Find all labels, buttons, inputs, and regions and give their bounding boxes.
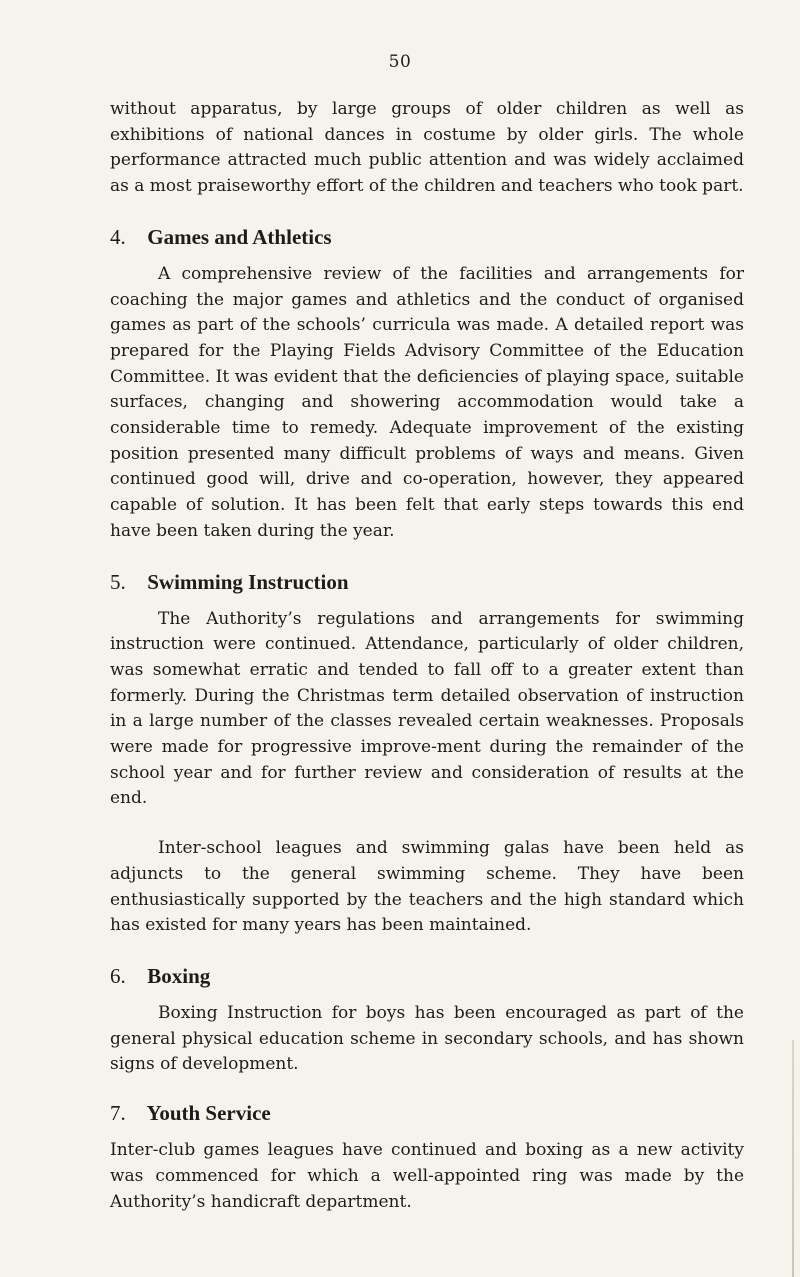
section-number: 6. <box>110 963 126 988</box>
section-title: Swimming Instruction <box>147 569 349 594</box>
page-content <box>110 97 744 1215</box>
paragraph-gap <box>110 812 744 836</box>
boxing-paragraph: Boxing Instruction for boys has been encouraged as part of the general physical education scheme in secondary schools, and has shown signs of development. <box>110 1002 744 1075</box>
section-number: 5. <box>110 569 126 594</box>
section-title: Boxing <box>147 963 211 988</box>
section-heading-boxing <box>110 963 744 989</box>
section-title: Youth Service <box>146 1101 271 1126</box>
section-number: 7. <box>110 1101 126 1126</box>
section-number: 4. <box>110 224 126 249</box>
swimming-paragraph-2: Inter-school leagues and swimming galas have been held as adjuncts to the general swimming scheme. They have been enthusiastically supported by the teachers and the high standard which has existed for many years has been maintained. <box>110 838 744 936</box>
youth-service-paragraph: Inter-club games leagues have continued and boxing as a new activity was commenced for which a well-appointed ring was made by the Authority’s handicraft department. <box>110 1140 744 1212</box>
opening-paragraph: without apparatus, by large groups of older children as well as exhibitions of national dances in costume by older girls. The whole performance attracted much public attention and was widely acclaimed as a most praiseworthy effort of the children and teachers who took part. <box>110 99 744 197</box>
section-heading-youth-service <box>110 1100 744 1126</box>
section-heading-games-and-athletics <box>110 224 744 250</box>
swimming-paragraph-1: The Authority’s regulations and arrangements for swimming instruction were continued. Attendance, particularly of older children, was somewhat erratic and tended to fall off to a greater extent than formerly. During the Christmas term detailed observation of instruction in a large number of the classes revealed certain weaknesses. Proposals were made for progressive improve-ment during the remainder of the school year and for further review and consideration of results at the end. <box>110 608 744 809</box>
section-heading-swimming-instruction <box>110 569 744 595</box>
page-number: 50 <box>388 52 412 72</box>
section-title: Games and Athletics <box>147 224 332 249</box>
page-edge-shadow <box>792 1040 794 1277</box>
games-athletics-paragraph: A comprehensive review of the facilities and arrangements for coaching the major games and athletics and the conduct of organised games as part of the schools’ curricula was made. A detailed report was prepared for the Playing Fields Advisory Committee of the Education Committee. It was evident that the deficiencies of playing space, suitable surfaces, changing and showering accommodation would take a considerable time to remedy. Adequate improvement of the existing position presented many difficult problems of ways and means. Given continued good will, drive and co-operation, however, they appeared capable of solution. It has been felt that early steps towards this end have been taken during the year. <box>110 263 744 541</box>
